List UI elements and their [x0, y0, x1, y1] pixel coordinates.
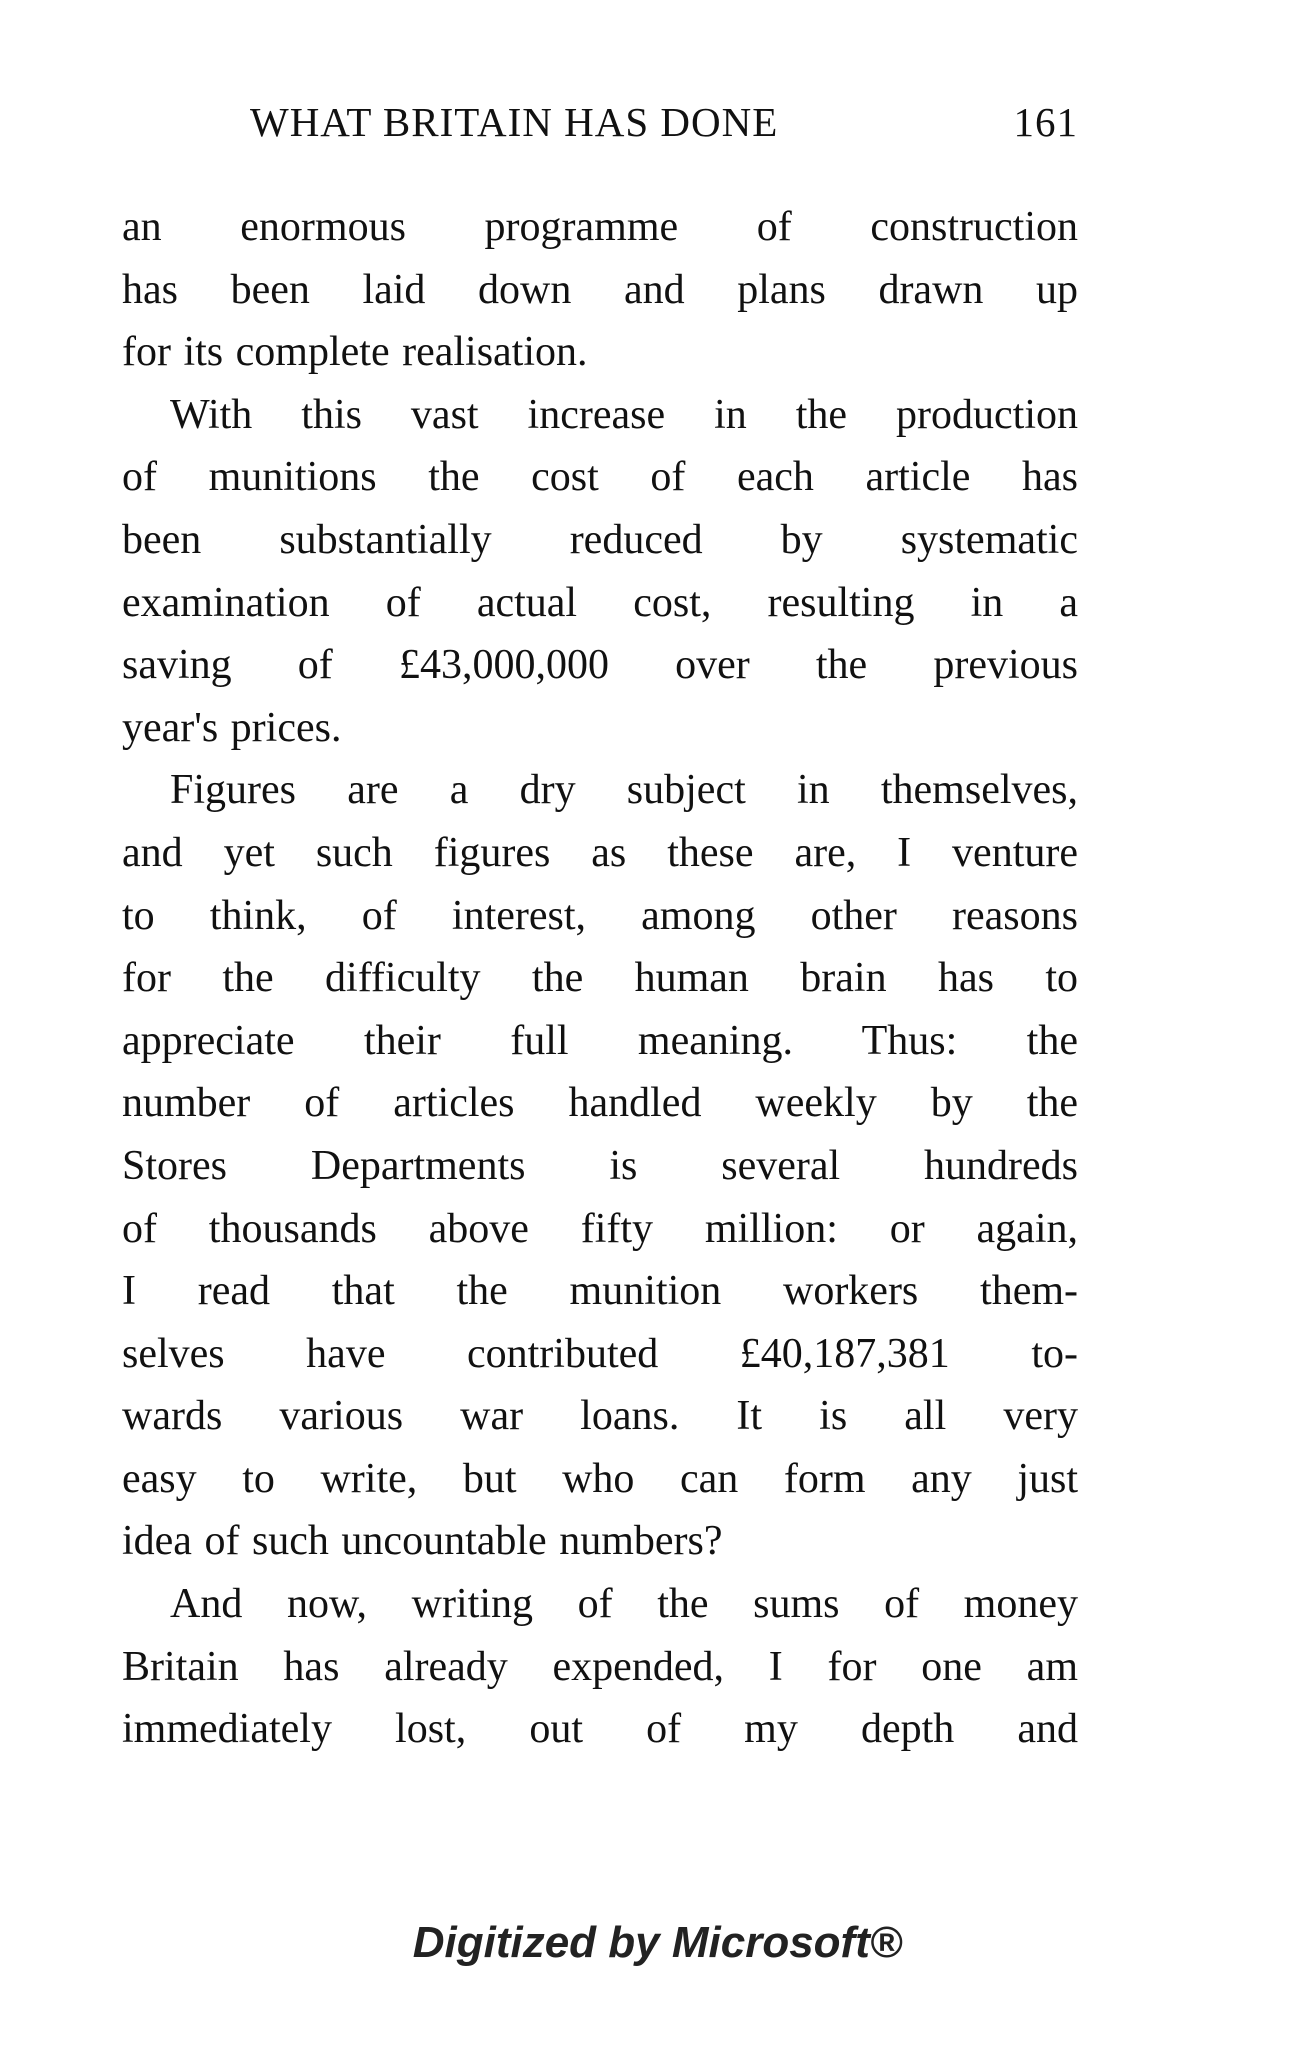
page-body-text: [122, 196, 1078, 1761]
text-line: wards various war loans. It is all very: [122, 1393, 1078, 1440]
page-number: 161: [1013, 99, 1078, 145]
text-line: year's prices.: [122, 704, 342, 751]
text-line: And now, writing of the sums of money: [170, 1581, 1078, 1628]
text-line: With this vast increase in the production: [170, 391, 1078, 438]
digitization-watermark: Digitized by Microsoft®: [412, 1918, 903, 1967]
text-line: for the difficulty the human brain has to: [122, 955, 1078, 1002]
text-line: I read that the munition workers them-: [122, 1268, 1078, 1315]
text-line: of munitions the cost of each article has: [122, 454, 1078, 501]
text-line: saving of £43,000,000 over the previous: [122, 642, 1078, 689]
text-line: for its complete realisation.: [122, 329, 588, 376]
text-line: selves have contributed £40,187,381 to-: [122, 1330, 1078, 1377]
text-line: to think, of interest, among other reasons: [122, 892, 1078, 939]
text-line: examination of actual cost, resulting in a: [122, 579, 1078, 626]
text-line: easy to write, but who can form any just: [122, 1455, 1078, 1502]
text-line: has been laid down and plans drawn up: [122, 266, 1078, 313]
text-line: appreciate their full meaning. Thus: the: [122, 1017, 1078, 1064]
text-line: an enormous programme of construction: [122, 204, 1078, 250]
text-line: number of articles handled weekly by the: [122, 1080, 1078, 1127]
text-line: idea of such uncountable numbers?: [122, 1518, 723, 1565]
text-line: Stores Departments is several hundreds: [122, 1142, 1078, 1189]
running-header: [250, 98, 1078, 146]
text-line: of thousands above fifty million: or again,: [122, 1205, 1078, 1252]
text-line: and yet such figures as these are, I venture: [122, 829, 1078, 876]
running-title: WHAT BRITAIN HAS DONE: [250, 99, 779, 145]
text-line: Britain has already expended, I for one am: [122, 1643, 1078, 1690]
text-line: immediately lost, out of my depth and: [122, 1706, 1078, 1753]
text-line: Figures are a dry subject in themselves,: [170, 767, 1078, 814]
text-line: been substantially reduced by systematic: [122, 516, 1078, 563]
